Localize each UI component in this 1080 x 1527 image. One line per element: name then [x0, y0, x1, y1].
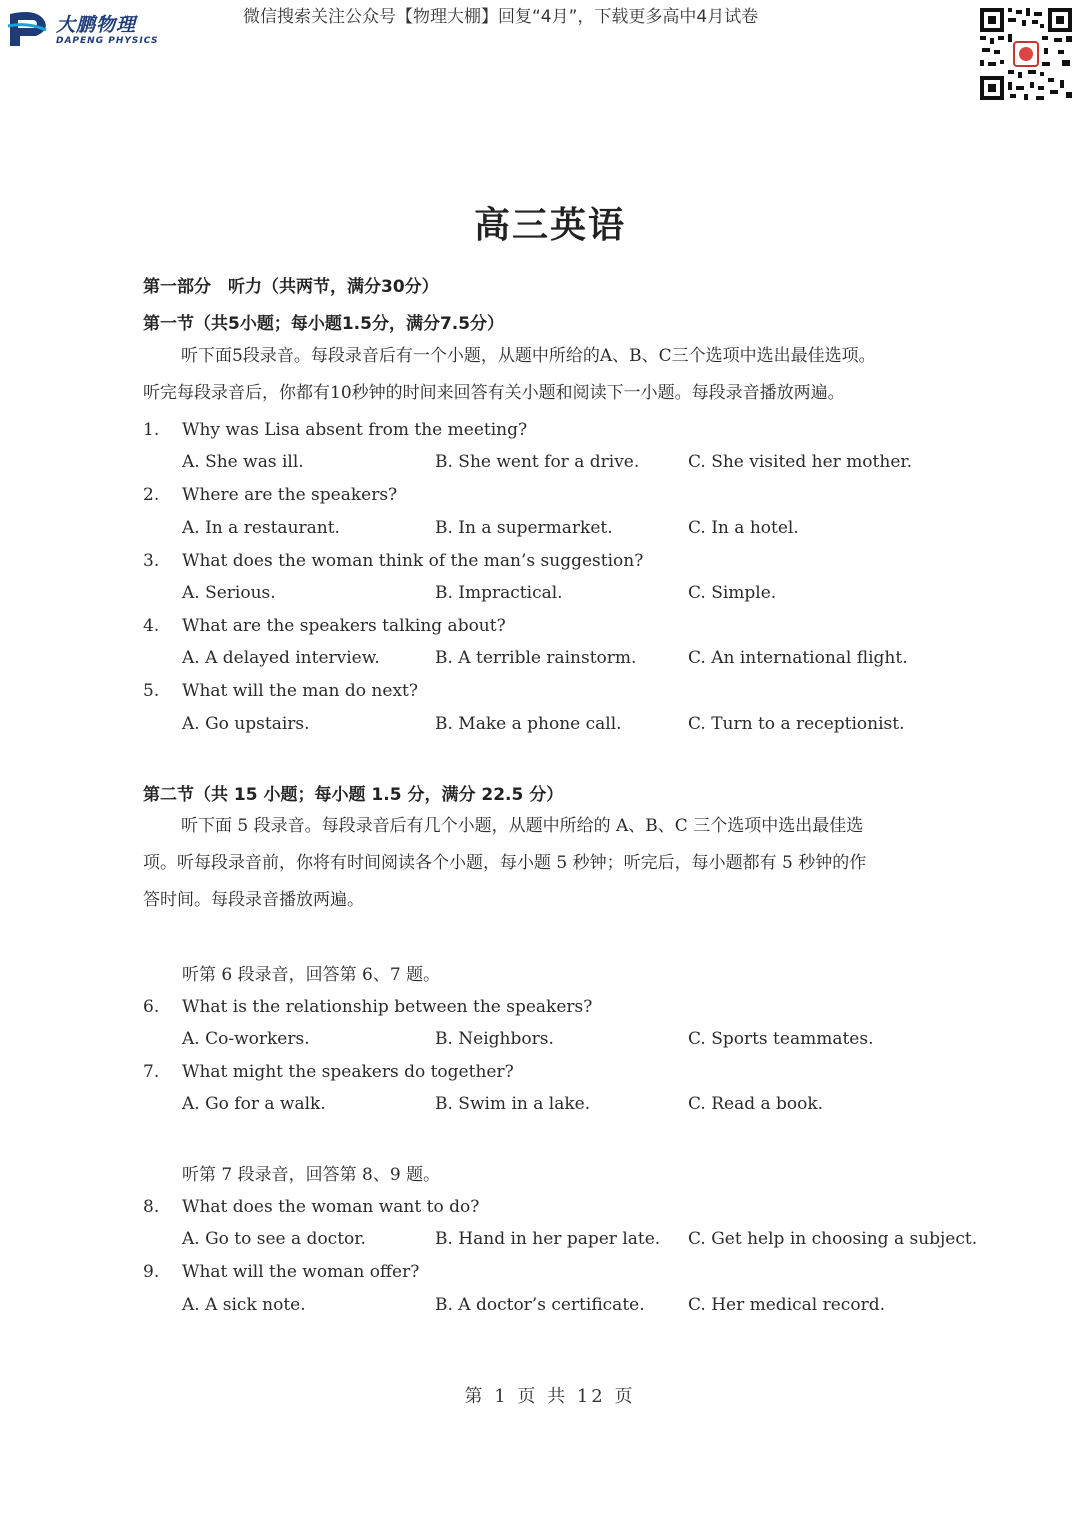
option-c: C. Sports teammates.: [688, 1029, 874, 1049]
promo-banner: 微信搜索关注公众号【物理大棚】回复“4月”，下载更多高中4月试卷: [243, 7, 759, 27]
option-b: B. Swim in a lake.: [435, 1094, 591, 1114]
logo-text-cn: 大鹏物理: [56, 14, 137, 36]
option-a: A. In a restaurant.: [182, 518, 340, 538]
question-5: [143, 681, 418, 701]
option-b: B. She went for a drive.: [435, 452, 640, 472]
question-text: What will the man do next?: [182, 681, 418, 701]
option-a: A. Go for a walk.: [182, 1094, 326, 1114]
section2-instructions-line1: 听下面 5 段录音。每段录音后有几个小题，从题中所给的 A、B、C 三个选项中选出最佳选: [181, 816, 864, 836]
recording-7-instruction: 听第 7 段录音，回答第 8、9 题。: [182, 1165, 441, 1185]
question-text: What is the relationship between the speakers?: [182, 997, 593, 1017]
question-text: What are the speakers talking about?: [182, 616, 506, 636]
question-text: What does the woman want to do?: [182, 1197, 480, 1217]
option-c: C. In a hotel.: [688, 518, 799, 538]
dapeng-logo: [6, 6, 166, 52]
question-1: [143, 420, 527, 440]
option-a: A. Go upstairs.: [182, 714, 310, 734]
qr-code: [978, 6, 1074, 102]
question-2: [143, 485, 397, 505]
question-7: [143, 1062, 514, 1082]
option-b: B. A terrible rainstorm.: [435, 648, 637, 668]
option-b: B. Neighbors.: [435, 1029, 554, 1049]
option-c: C. An international flight.: [688, 648, 908, 668]
option-a: A. A delayed interview.: [182, 648, 380, 668]
question-number: 6.: [143, 997, 160, 1017]
question-number: 7.: [143, 1062, 160, 1082]
section2-instructions-line3: 答时间。每段录音播放两遍。: [143, 890, 364, 910]
question-6: [143, 997, 592, 1017]
part1-heading: 第一部分 听力（共两节，满分30分）: [143, 277, 439, 297]
section2-heading: 第二节（共 15 小题；每小题 1.5 分，满分 22.5 分）: [143, 785, 564, 805]
question-text: Why was Lisa absent from the meeting?: [182, 420, 528, 440]
option-c: C. She visited her mother.: [688, 452, 913, 472]
section1-instructions-line2: 听完每段录音后，你都有10秒钟的时间来回答有关小题和阅读下一小题。每段录音播放两遍。: [143, 383, 845, 403]
option-b: B. Impractical.: [435, 583, 563, 603]
qr-code-icon: [978, 6, 1074, 102]
question-number: 5.: [143, 681, 160, 701]
question-text: What does the woman think of the man’s suggestion?: [182, 551, 644, 571]
option-c: C. Get help in choosing a subject.: [688, 1229, 978, 1249]
question-number: 9.: [143, 1262, 160, 1282]
page-title: 高三英语: [473, 205, 626, 246]
question-3: [143, 551, 643, 571]
option-a: A. Co-workers.: [182, 1029, 310, 1049]
option-a: A. A sick note.: [182, 1295, 306, 1315]
option-c: C. Simple.: [688, 583, 777, 603]
question-text: What will the woman offer?: [182, 1262, 420, 1282]
option-a: A. Go to see a doctor.: [182, 1229, 366, 1249]
option-b: B. In a supermarket.: [435, 518, 613, 538]
section1-instructions: [143, 338, 963, 412]
question-text: Where are the speakers?: [182, 485, 398, 505]
option-c: C. Her medical record.: [688, 1295, 885, 1315]
question-4: [143, 616, 506, 636]
option-c: C. Read a book.: [688, 1094, 824, 1114]
option-b: B. Make a phone call.: [435, 714, 622, 734]
question-number: 8.: [143, 1197, 160, 1217]
question-9: [143, 1262, 419, 1282]
option-b: B. Hand in her paper late.: [435, 1229, 661, 1249]
logo-mark-icon: [6, 6, 52, 50]
question-number: 3.: [143, 551, 160, 571]
option-b: B. A doctor’s certificate.: [435, 1295, 645, 1315]
section1-instructions-line1: 听下面5段录音。每段录音后有一个小题，从题中所给的A、B、C三个选项中选出最佳选项。: [181, 346, 876, 366]
section2-instructions: [143, 808, 963, 919]
question-text: What might the speakers do together?: [182, 1062, 514, 1082]
question-8: [143, 1197, 479, 1217]
question-number: 1.: [143, 420, 160, 440]
question-number: 2.: [143, 485, 160, 505]
option-c: C. Turn to a receptionist.: [688, 714, 905, 734]
section2-instructions-line2: 项。听每段录音前，你将有时间阅读各个小题，每小题 5 秒钟；听完后，每小题都有 5 秒钟的作: [143, 853, 867, 873]
page-number: 第 1 页 共 12 页: [464, 1386, 636, 1407]
logo-text-en: DAPENG PHYSICS: [56, 36, 159, 46]
option-a: A. Serious.: [182, 583, 276, 603]
question-number: 4.: [143, 616, 160, 636]
option-a: A. She was ill.: [182, 452, 304, 472]
section1-heading: 第一节（共5小题；每小题1.5分，满分7.5分）: [143, 314, 505, 334]
recording-6-instruction: 听第 6 段录音，回答第 6、7 题。: [182, 965, 441, 985]
